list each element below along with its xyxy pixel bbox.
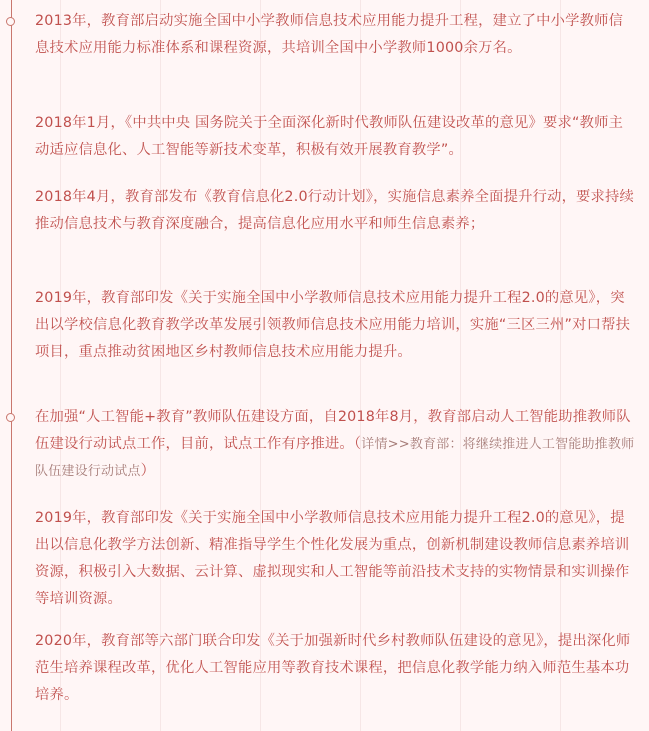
timeline-paragraph-2013: 2013年，教育部启动实施全国中小学教师信息技术应用能力提升工程，建立了中小学教师信息技术应用能力标准体系和课程资源，共培训全国中小学教师1000余万名。 (35, 13, 624, 56)
timeline-paragraph-2018-apr: 2018年4月，教育部发布《教育信息化2.0行动计划》，实施信息素养全面提升行动，要求持续推动信息技术与教育深度融合，提高信息化应用水平和师生信息素养； (35, 189, 635, 232)
paragraph-tail: ） (140, 463, 156, 479)
timeline-dot (6, 413, 15, 422)
timeline-paragraph-2020: 2020年，教育部等六部门联合印发《关于加强新时代乡村教师队伍建设的意见》，提出深化师范生培养课程改革，优化人工智能应用等教育技术课程，把信息化教学能力纳入师范生基本功培养。 (35, 633, 631, 703)
timeline-paragraph-2018-jan: 2018年1月，《中共中央 国务院关于全面深化新时代教师队伍建设改革的意见》要求“教师主动适应信息化、人工智能等新技术变革，积极有效开展教育教学”。 (35, 115, 624, 158)
paragraph-text: 在加强“人工智能+教育”教师队伍建设方面，自2018年8月，教育部启动人工智能助推教师队伍建设行动试点工作，目前，试点工作有序推进。（ (35, 409, 631, 452)
timeline-paragraph-2019-b: 2019年，教育部印发《关于实施全国中小学教师信息技术应用能力提升工程2.0的意见》，提出以信息化教学方法创新、精准指导学生个性化发展为重点，创新机制建设教师信息素养培训资源，积极引入大数据、云计算、虚拟现实和人工智能等前沿技术支持的实物情景和实训操作等培训资源。 (35, 510, 630, 607)
details-link[interactable]: 详情>>教育部：将继续推进人工智能助推教师队伍建设行动试点 (35, 437, 635, 479)
timeline-paragraph-2019-a: 2019年，教育部印发《关于实施全国中小学教师信息技术应用能力提升工程2.0的意见》，突出以学校信息化教育教学改革发展引领教师信息技术应用能力培训，实施“三区三州”对口帮扶项目，重点推动贫困地区乡村教师信息技术应用能力提升。 (35, 290, 631, 360)
timeline-paragraph-ai-education (35, 404, 635, 485)
timeline-dot (6, 17, 15, 26)
timeline-line (11, 0, 12, 731)
